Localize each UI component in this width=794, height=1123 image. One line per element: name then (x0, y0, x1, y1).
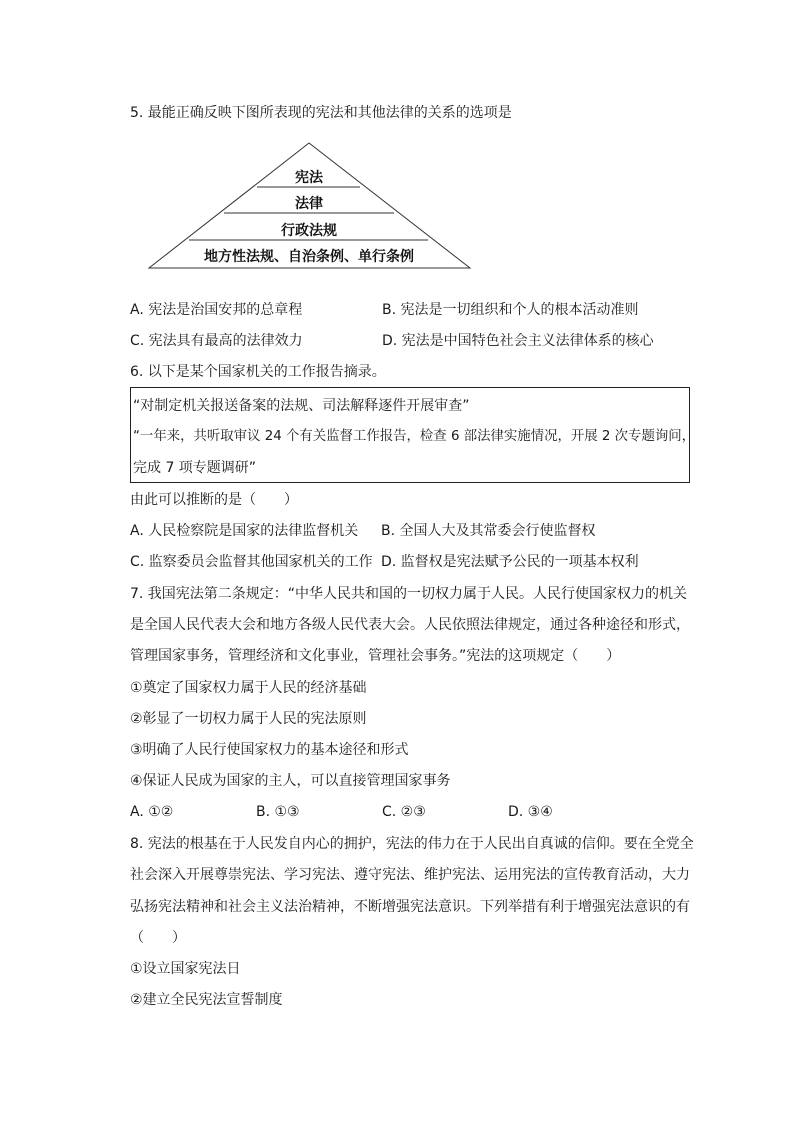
q7-option-c[interactable]: C. ②③ (382, 804, 426, 820)
q6-option-c[interactable]: C. 监察委员会监督其他国家机关的工作 (130, 554, 373, 570)
q7-option-d[interactable]: D. ③④ (508, 804, 553, 820)
q5-option-a[interactable]: A. 宪法是治国安邦的总章程 (130, 302, 303, 318)
q8-line: 弘扬宪法精神和社会主义法治精神，不断增强宪法意识。下列举措有利于增强宪法意识的有 (130, 899, 690, 915)
q7-item: ③明确了人民行使国家权力的基本途径和形式 (130, 742, 409, 758)
q5-option-c[interactable]: C. 宪法具有最高的法律效力 (130, 333, 303, 349)
q5-stem: 5. 最能正确反映下图所表现的宪法和其他法律的关系的选项是 (130, 105, 512, 121)
q6-quote-line: “一年来，共听取审议 24 个有关监督工作报告，检查 6 部法律实施情况，开展 2 次专题询问， (133, 429, 696, 444)
q7-item: ④保证人民成为国家的主人，可以直接管理国家事务 (130, 773, 451, 789)
q6-quote-line: 完成 7 项专题调研” (133, 460, 257, 476)
q5-option-b[interactable]: B. 宪法是一切组织和个人的根本活动准则 (382, 302, 639, 318)
q6-quote-box (130, 387, 696, 483)
q7-item: ②彰显了一切权力属于人民的宪法原则 (130, 711, 367, 727)
q8-item: ②建立全民宪法宣誓制度 (130, 992, 283, 1008)
q8-item: ①设立国家宪法日 (130, 961, 241, 977)
pyramid-level-1: 宪法 (295, 170, 323, 186)
q5-option-d[interactable]: D. 宪法是中国特色社会主义法律体系的核心 (382, 333, 654, 349)
pyramid-level-2: 法律 (295, 196, 323, 212)
q6-stem: 6. 以下是某个国家机关的工作报告摘录。 (130, 364, 386, 380)
q6-option-b[interactable]: B. 全国人大及其常委会行使监督权 (381, 523, 596, 539)
q8-line: 8. 宪法的根基在于人民发自内心的拥护，宪法的伟力在于人民出自真诚的信仰。要在全党全 (130, 836, 694, 852)
pyramid-level-4: 地方性法规、自治条例、单行条例 (204, 249, 414, 265)
q7-item: ①奠定了国家权力属于人民的经济基础 (130, 680, 367, 696)
q7-line: 管理国家事务，管理经济和文化事业，管理社会事务。”宪法的这项规定（ ） (130, 648, 621, 664)
q8-line: （ ） (130, 930, 186, 946)
q6-option-d[interactable]: D. 监督权是宪法赋予公民的一项基本权利 (381, 554, 639, 570)
q8-line: 社会深入开展尊崇宪法、学习宪法、遵守宪法、维护宪法、运用宪法的宣传教育活动，大力 (130, 867, 690, 883)
q7-option-a[interactable]: A. ①② (130, 804, 174, 820)
q7-line: 7. 我国宪法第二条规定：“中华人民共和国的一切权力属于人民。人民行使国家权力的机关 (130, 586, 688, 602)
q6-quote-line: “对制定机关报送备案的法规、司法解释逐件开展审查” (133, 398, 470, 414)
q6-ask: 由此可以推断的是（ ） (130, 492, 298, 508)
q7-option-b[interactable]: B. ①③ (256, 804, 300, 820)
pyramid-level-3: 行政法规 (281, 223, 337, 239)
q7-line: 是全国人民代表大会和地方各级人民代表大会。人民依照法律规定，通过各种途径和形式， (130, 617, 690, 633)
q6-option-a[interactable]: A. 人民检察院是国家的法律监督机关 (130, 523, 359, 539)
